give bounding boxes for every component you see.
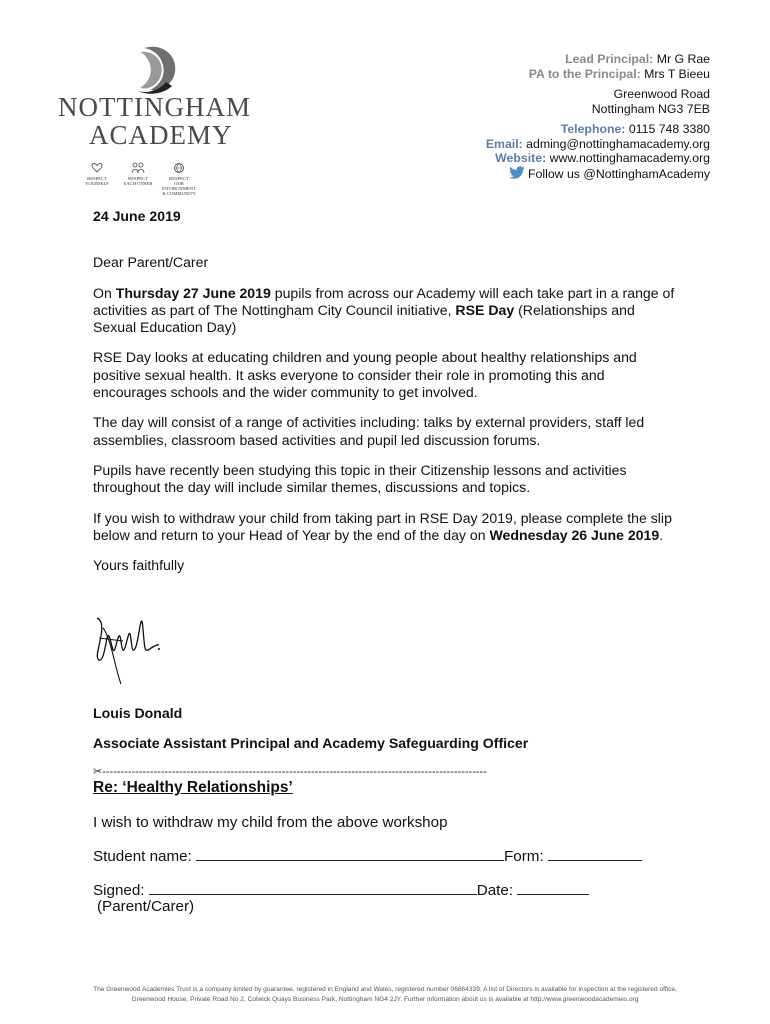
paragraph-3: The day will consist of a range of activities including: talks by external providers, staff led assemblies, classroom based activities and pupil led discussion forums. bbox=[93, 414, 645, 448]
twitter-bird-icon bbox=[508, 166, 526, 180]
value-respect-yourself bbox=[78, 162, 116, 196]
signatory-name: Louis Donald bbox=[93, 705, 183, 721]
signed-row bbox=[93, 881, 589, 899]
date-field[interactable] bbox=[517, 881, 589, 895]
footer-line-2: Greenwood House, Private Road No 2, Colwick Quays Business Park, Nottingham NG4 2JY. Further information about us is available at http://www.greenwoodacademies.org bbox=[131, 995, 639, 1003]
student-row bbox=[93, 847, 642, 865]
telephone-value: 0115 748 3380 bbox=[628, 122, 710, 136]
value-label-3b: OUR ENVIRONMENT bbox=[162, 181, 196, 191]
website-value[interactable]: www.nottinghamacademy.org bbox=[549, 151, 710, 165]
logo-emblem-icon bbox=[130, 44, 182, 94]
lead-principal-value: Mr G Rae bbox=[656, 52, 710, 66]
value-label-1b: YOURSELF bbox=[85, 181, 109, 186]
salutation: Dear Parent/Carer bbox=[93, 254, 209, 271]
p1-text-c: pupils from across our Academy will each take part in a range of activities as part of The Nottingham City Council initiative, bbox=[93, 284, 675, 318]
p1-text-e: (Relationships and Sexual Education Day) bbox=[93, 301, 635, 336]
value-label-3c: & COMMUNITY bbox=[162, 191, 196, 196]
paragraph-1 bbox=[93, 285, 678, 337]
cut-line: ✂--------------------------------------------------------------------------------------------------------- bbox=[93, 766, 487, 778]
globe-icon bbox=[173, 162, 185, 174]
form-label: Form: bbox=[504, 848, 548, 865]
address-line-1: Greenwood Road bbox=[613, 87, 710, 101]
email-label: Email: bbox=[485, 136, 523, 151]
p5-deadline: Wednesday 26 June 2019 bbox=[489, 526, 660, 543]
student-name-field[interactable] bbox=[196, 847, 504, 861]
signatory-role: Associate Assistant Principal and Academy Safeguarding Officer bbox=[93, 735, 529, 751]
p1-rse-day: RSE Day bbox=[455, 301, 515, 318]
p5-text-a: If you wish to withdraw your child from taking part in RSE Day 2019, please complete the slip below and return to your Head of Year by the end of the day on bbox=[93, 509, 672, 543]
email-value[interactable]: adming@nottinghamacademy.org bbox=[526, 136, 710, 151]
pa-row bbox=[380, 67, 710, 82]
signature-image bbox=[93, 608, 173, 688]
date-label: Date: bbox=[476, 882, 518, 899]
lead-principal-label: Lead Principal: bbox=[565, 52, 654, 66]
address-line-2: Nottingham NG3 7EB bbox=[591, 101, 710, 116]
p1-event-date: Thursday 27 June 2019 bbox=[115, 284, 271, 301]
p5-text-c: . bbox=[659, 526, 664, 543]
logo-line-2: ACADEMY bbox=[89, 120, 233, 150]
logo-line-1: NOTTINGHAM bbox=[58, 92, 251, 122]
twitter-handle[interactable]: Follow us @NottinghamAcademy bbox=[528, 166, 710, 181]
website-row bbox=[380, 151, 710, 166]
lead-principal-row bbox=[380, 52, 710, 67]
slip-statement: I wish to withdraw my child from the above workshop bbox=[93, 814, 448, 831]
telephone-row bbox=[380, 122, 710, 137]
closing: Yours faithfully bbox=[93, 557, 185, 574]
paragraph-2: RSE Day looks at educating children and young people about healthy relationships and positive sexual health. It asks everyone to consider their role in promoting this and encourages schools and the wider community to get involved. bbox=[93, 349, 637, 401]
academy-logo bbox=[58, 44, 258, 196]
value-label-2a: RESPECT bbox=[128, 176, 148, 181]
letter-body bbox=[93, 208, 678, 574]
p1-text-a: On bbox=[93, 284, 116, 301]
heart-icon bbox=[91, 162, 103, 174]
letter-date: 24 June 2019 bbox=[93, 208, 181, 224]
pa-label: PA to the Principal: bbox=[528, 66, 641, 81]
footer bbox=[60, 985, 710, 1004]
value-respect-environment bbox=[160, 162, 198, 196]
pa-value: Mrs T Bieeu bbox=[644, 66, 710, 81]
paragraph-5 bbox=[93, 510, 678, 545]
value-respect-each-other bbox=[119, 162, 157, 196]
email-row bbox=[380, 137, 710, 152]
footer-line-1: The Greenwood Academies Trust is a company limited by guarantee, registered in England and Wales, registered number 06864339. A list of Directors is available for inspection at the registered office, bbox=[93, 986, 677, 993]
twitter-row bbox=[380, 166, 710, 182]
paragraph-4: Pupils have recently been studying this topic in their Citizenship lessons and activities throughout the day will include similar themes, discussions and topics. bbox=[93, 461, 627, 496]
form-field[interactable] bbox=[548, 847, 642, 861]
telephone-label: Telephone: bbox=[560, 122, 626, 136]
slip-title: Re: ‘Healthy Relationships’ bbox=[93, 779, 293, 796]
signed-label: Signed: bbox=[93, 882, 149, 899]
value-label-1a: RESPECT bbox=[87, 176, 107, 181]
student-name-label: Student name: bbox=[93, 848, 197, 865]
logo-values bbox=[78, 162, 198, 196]
value-label-3a: RESPECT bbox=[169, 176, 189, 181]
parent-carer-label: (Parent/Carer) bbox=[97, 898, 195, 915]
people-icon bbox=[131, 162, 145, 174]
signature-field[interactable] bbox=[149, 881, 477, 895]
contact-block bbox=[380, 52, 710, 181]
value-label-2b: EACH OTHER bbox=[123, 181, 153, 186]
website-label: Website: bbox=[495, 151, 547, 165]
